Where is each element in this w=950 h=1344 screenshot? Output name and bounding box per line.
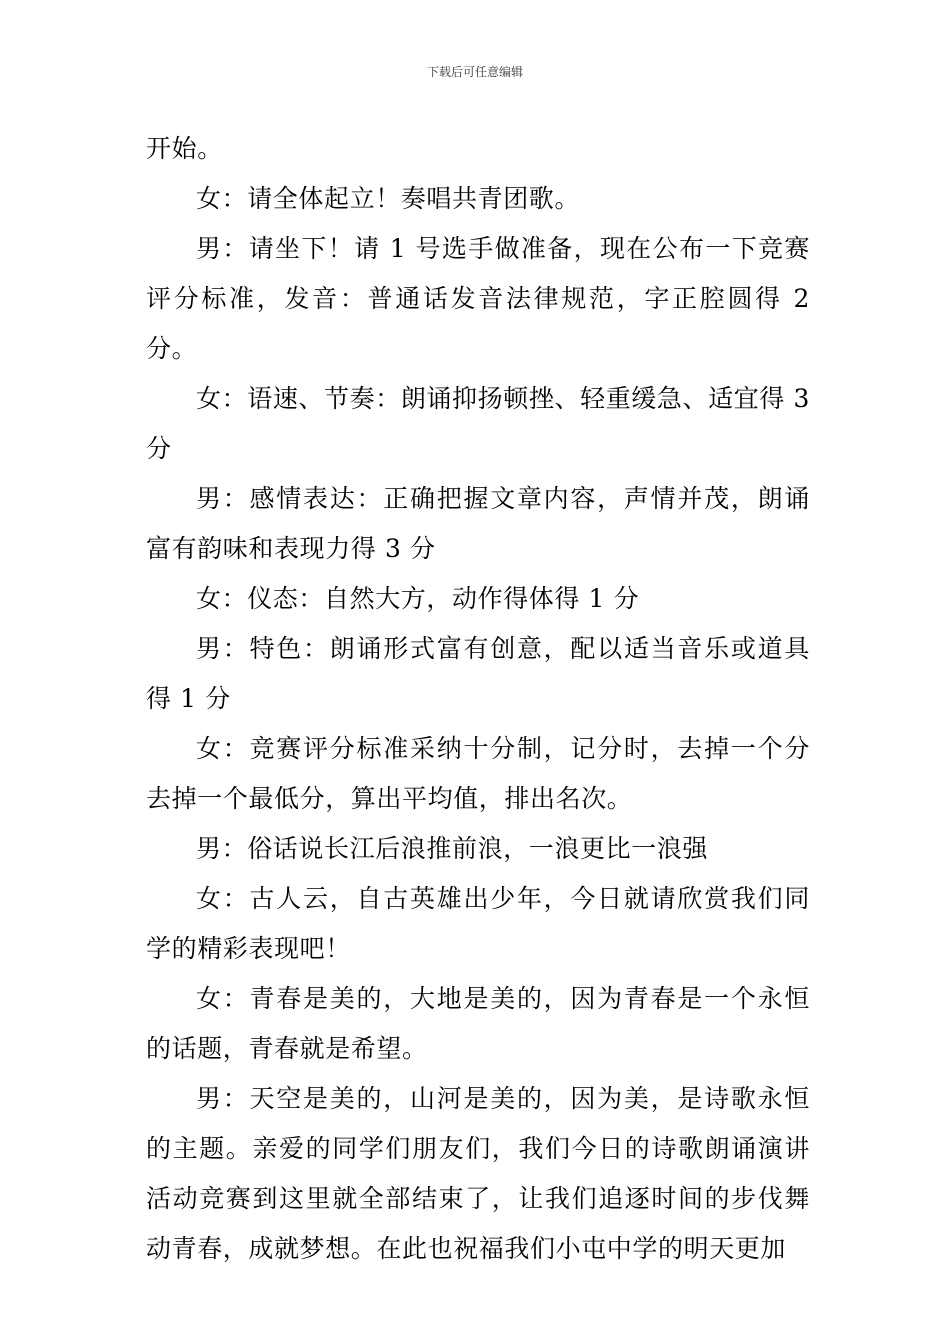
document-body [146,124,810,1274]
page-header-note: 下载后可任意编辑 [426,65,523,79]
paragraph: 男：天空是美的，山河是美的，因为美，是诗歌永恒的主题。亲爱的同学们朋友们，我们今日的诗歌朗诵演讲活动竞赛到这里就全部结束了，让我们追逐时间的步伐舞动青春，成就梦想。在此也祝福我们小屯中学的明天更加 [146,1084,810,1263]
paragraph: 男：俗话说长江后浪推前浪，一浪更比一浪强 [196,834,709,863]
paragraph: 女：青春是美的，大地是美的，因为青春是一个永恒的话题，青春就是希望。 [146,984,810,1063]
paragraph: 女：请全体起立！奏唱共青团歌。 [196,184,581,213]
paragraph: 男：特色：朗诵形式富有创意，配以适当音乐或道具得 1 分 [146,634,810,713]
paragraph: 男：请坐下！请 1 号选手做准备，现在公布一下竞赛评分标准，发音：普通话发音法律规范，字正腔圆得 2 分。 [146,234,810,363]
paragraph: 女：语速、节奏：朗诵抑扬顿挫、轻重缓急、适宜得 3 分 [146,384,810,463]
paragraph-continuation: 开始。 [146,134,223,163]
paragraph: 男：感情表达：正确把握文章内容，声情并茂，朗诵富有韵味和表现力得 3 分 [146,484,810,563]
paragraph: 女：竞赛评分标准采纳十分制，记分时，去掉一个分去掉一个最低分，算出平均值，排出名次。 [146,734,810,813]
paragraph: 女：仪态：自然大方，动作得体得 1 分 [196,584,640,613]
paragraph: 女：古人云，自古英雄出少年，今日就请欣赏我们同学的精彩表现吧！ [146,884,810,963]
